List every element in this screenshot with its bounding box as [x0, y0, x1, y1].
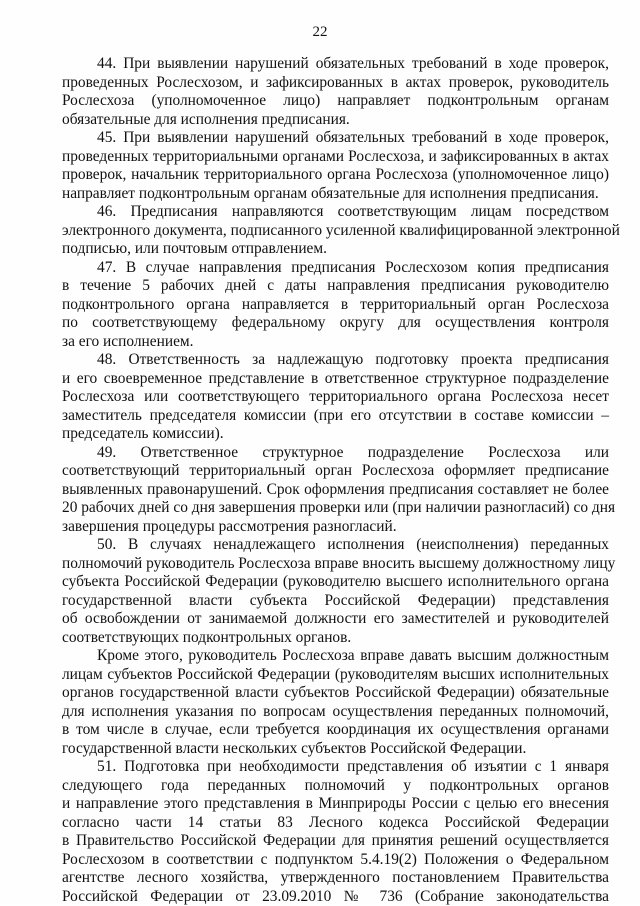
text-line: 20 рабочих дней со дня завершения проверки или (при наличии разногласий) со дня — [62, 499, 609, 518]
text-line: Кроме этого, руководитель Рослесхоза вправе давать высшим должностным — [62, 647, 609, 666]
text-line: проведенных Рослесхозом, и зафиксированных в актах проверок, руководитель — [62, 74, 609, 93]
text-line: подписью, или почтовым отправлением. — [62, 240, 609, 259]
text-line: 51. Подготовка при необходимости представления об изъятии с 1 января — [62, 758, 609, 777]
text-line: обязательные для исполнения предписания. — [62, 111, 609, 130]
page-number: 22 — [0, 24, 640, 41]
paragraph-p50 — [62, 536, 609, 647]
text-line: Рослесхоза или соответствующего территориального органа Рослесхоза несет — [62, 388, 609, 407]
text-line: направляет подконтрольным органам обязательные для исполнения предписания. — [62, 185, 609, 204]
paragraph-p44 — [62, 55, 609, 129]
text-line: соответствующий территориальный орган Рослесхоза оформляет предписание — [62, 462, 609, 481]
text-line: 48. Ответственность за надлежащую подготовку проекта предписания — [62, 351, 609, 370]
paragraph-p51 — [62, 758, 609, 906]
text-line: об освобождении от занимаемой должности его заместителей и руководителей — [62, 610, 609, 629]
paragraph-p50b — [62, 647, 609, 758]
text-line: выявленных правонарушений. Срок оформления предписания составляет не более — [62, 481, 609, 500]
text-line: 47. В случае направления предписания Рослесхозом копия предписания — [62, 259, 609, 278]
text-line: соответствующих подконтрольных органов. — [62, 629, 609, 648]
text-line: Российской Федерации от 23.09.2010 № 736 (Собрание законодательства — [62, 888, 609, 906]
text-line: агентстве лесного хозяйства, утвержденного постановлением Правительства — [62, 869, 609, 888]
text-line: завершения процедуры рассмотрения разногласий. — [62, 518, 609, 537]
text-line: Рослесхоза (уполномоченное лицо) направляет подконтрольным органам — [62, 92, 609, 111]
text-line: государственной власти нескольких субъектов Российской Федерации. — [62, 740, 609, 759]
text-line: за его исполнением. — [62, 333, 609, 352]
text-line: полномочий руководитель Рослесхоза вправе вносить высшему должностному лицу — [62, 555, 609, 574]
paragraph-p47 — [62, 259, 609, 352]
text-line: 46. Предписания направляются соответствующим лицам посредством — [62, 203, 609, 222]
text-line: государственной власти субъекта Российской Федерации) представления — [62, 592, 609, 611]
text-line: 49. Ответственное структурное подразделение Рослесхоза или — [62, 444, 609, 463]
text-line: субъекта Российской Федерации (руководителю высшего исполнительного органа — [62, 573, 609, 592]
text-line: 45. При выявлении нарушений обязательных требований в ходе проверок, — [62, 129, 609, 148]
text-line: электронного документа, подписанного усиленной квалифицированной электронной — [62, 222, 609, 241]
text-line: лицам субъектов Российской Федерации (руководителям высших исполнительных — [62, 666, 609, 685]
text-line: председатель комиссии). — [62, 425, 609, 444]
text-line: следующего года переданных полномочий у подконтрольных органов — [62, 777, 609, 796]
text-line: органов государственной власти субъектов Российской Федерации) обязательные — [62, 684, 609, 703]
paragraph-p45 — [62, 129, 609, 203]
text-line: в течение 5 рабочих дней с даты направления предписания руководителю — [62, 277, 609, 296]
text-line: и направление этого представления в Минприроды России с целью его внесения — [62, 795, 609, 814]
text-line: 50. В случаях ненадлежащего исполнения (неисполнения) переданных — [62, 536, 609, 555]
text-line: по соответствующему федеральному округу для осуществления контроля — [62, 314, 609, 333]
text-line: для исполнения указания по вопросам осуществления переданных полномочий, — [62, 703, 609, 722]
text-line: проведенных территориальными органами Рослесхоза, и зафиксированных в актах — [62, 148, 609, 167]
text-line: в том числе в случае, если требуется координация их осуществления органами — [62, 721, 609, 740]
text-line: и его своевременное представление в ответственное структурное подразделение — [62, 370, 609, 389]
text-line: согласно части 14 статьи 83 Лесного кодекса Российской Федерации — [62, 814, 609, 833]
paragraph-p46 — [62, 203, 609, 259]
page-body — [62, 55, 609, 906]
paragraph-p49 — [62, 444, 609, 537]
text-line: заместитель председателя комиссии (при его отсутствии в составе комиссии – — [62, 407, 609, 426]
text-line: подконтрольного органа направляется в территориальный орган Рослесхоза — [62, 296, 609, 315]
text-line: проверок, начальник территориального органа Рослесхоза (уполномоченное лицо) — [62, 166, 609, 185]
text-line: Рослесхозом в соответствии с подпунктом 5.4.19(2) Положения о Федеральном — [62, 851, 609, 870]
paragraph-p48 — [62, 351, 609, 444]
text-line: в Правительство Российской Федерации для принятия решений осуществляется — [62, 832, 609, 851]
text-line: 44. При выявлении нарушений обязательных требований в ходе проверок, — [62, 55, 609, 74]
